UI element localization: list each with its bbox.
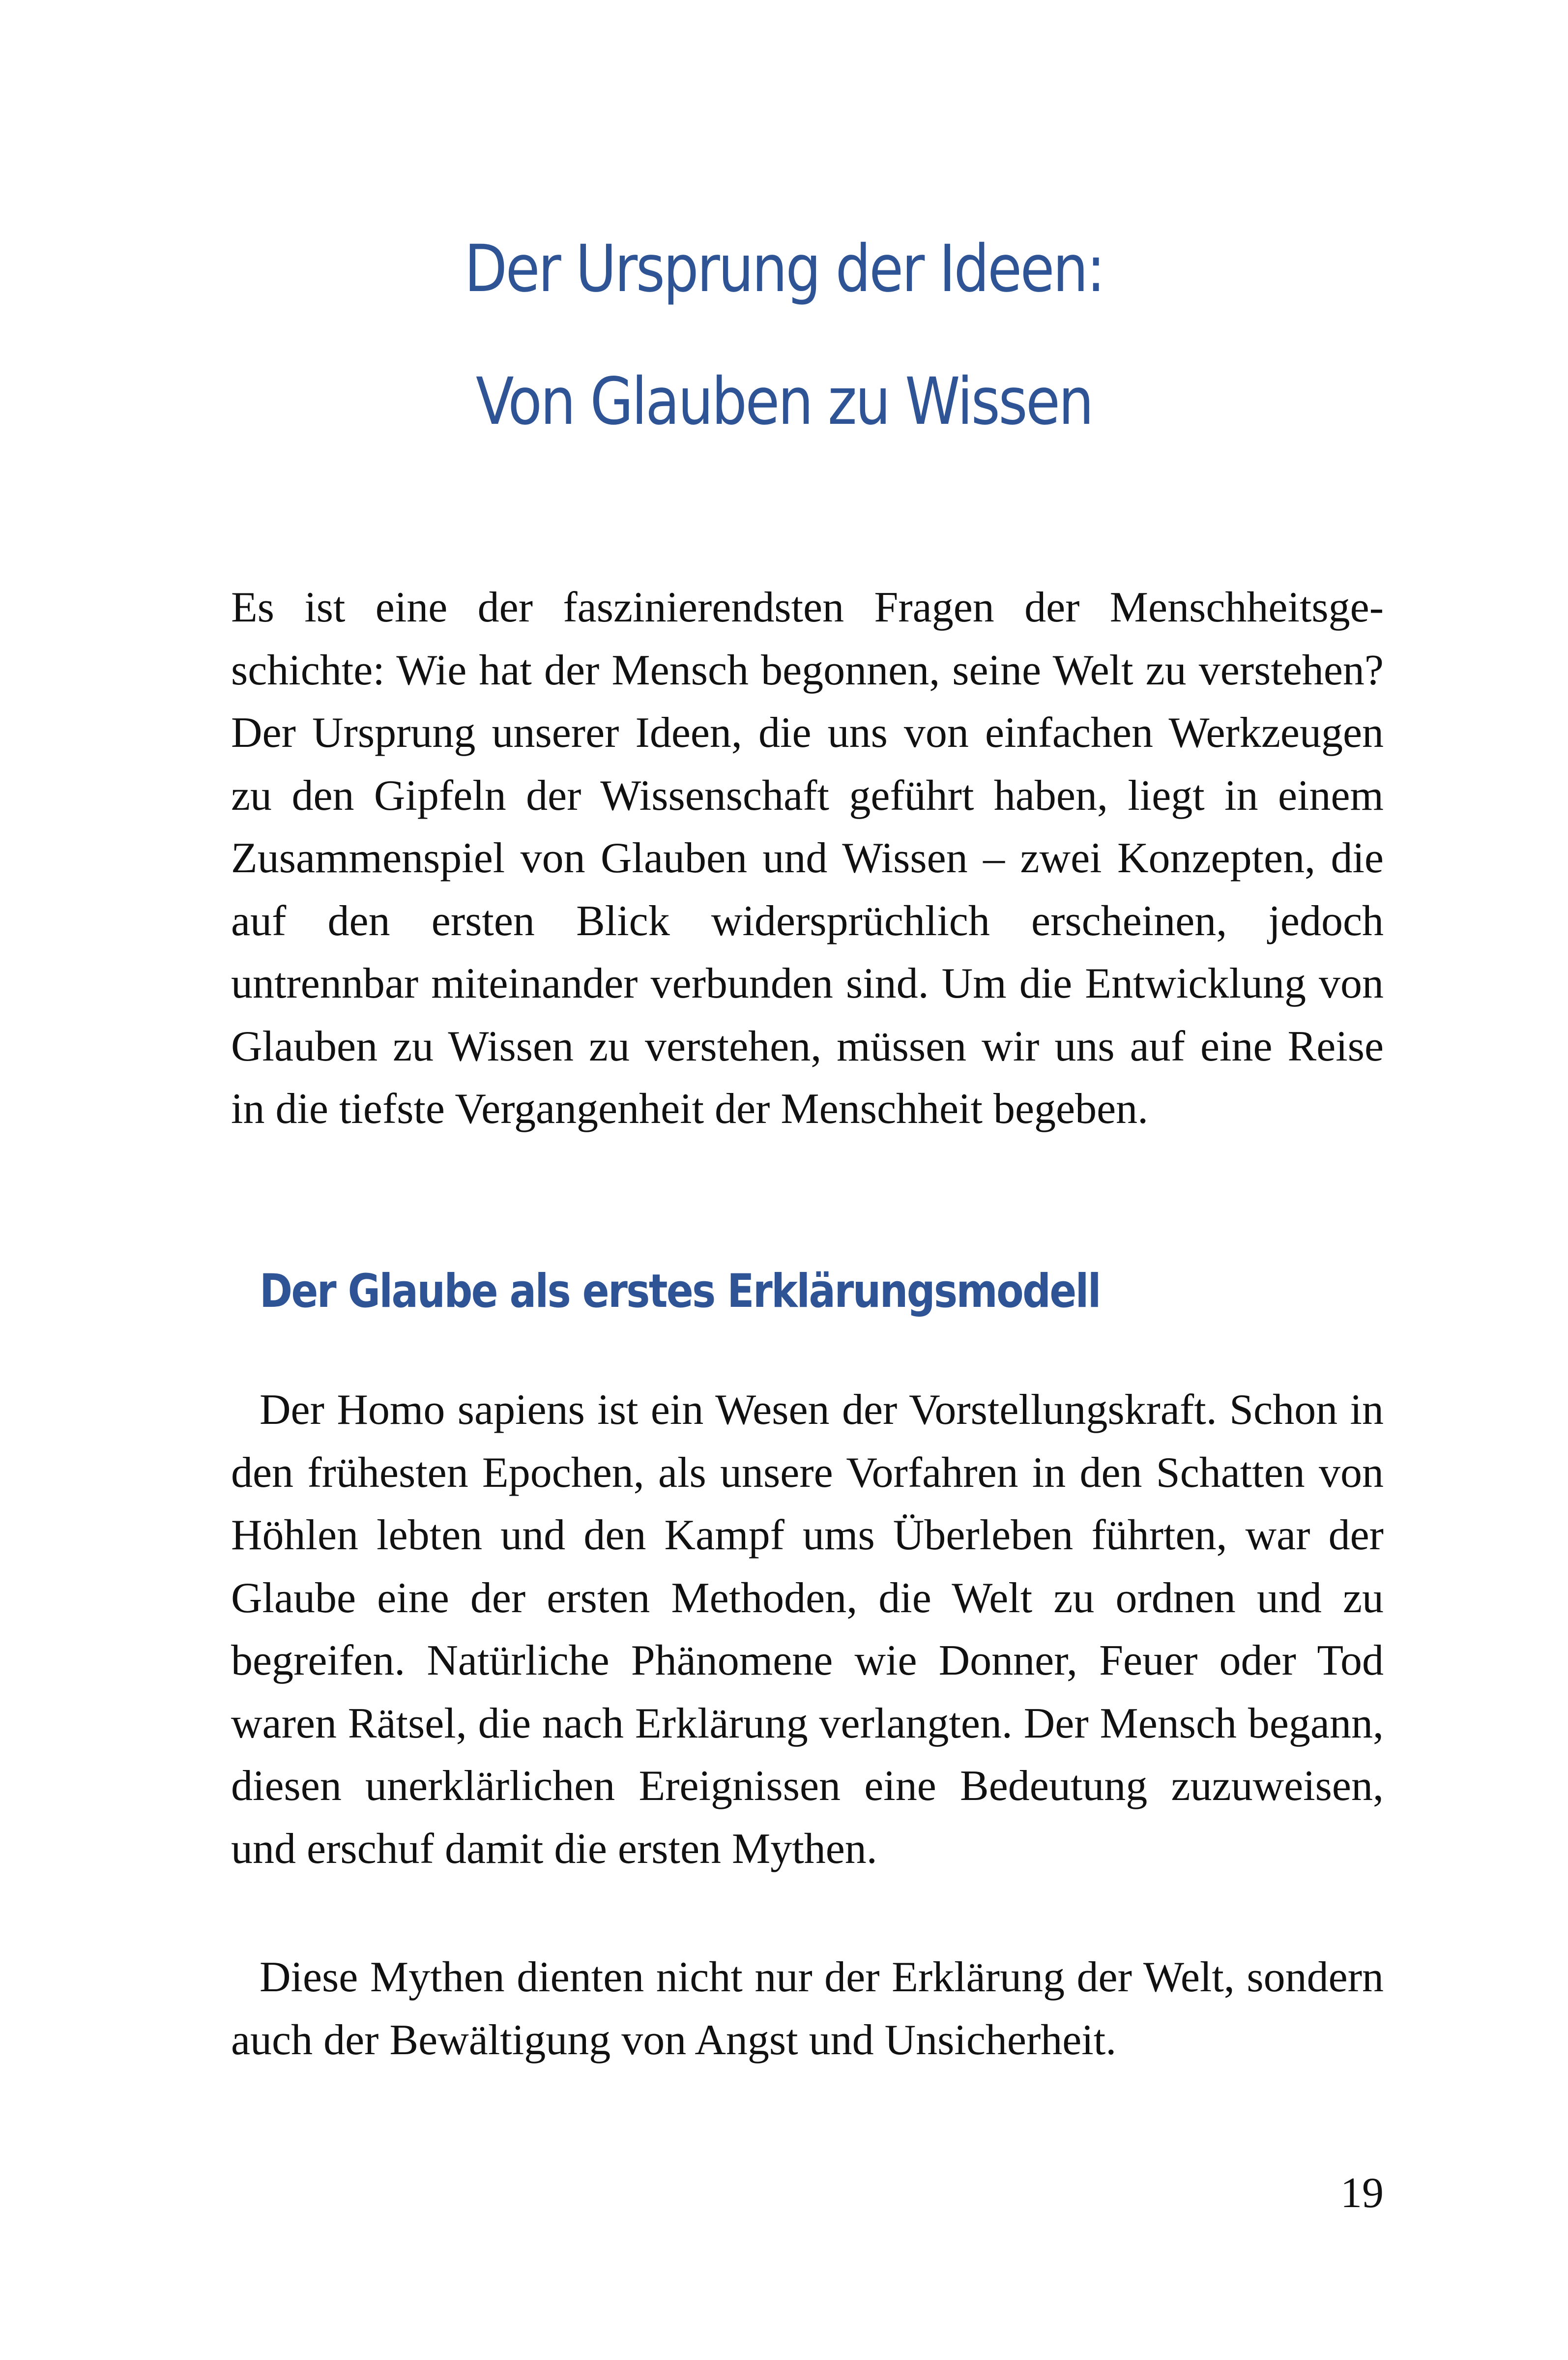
section-heading: Der Glaube als erstes Erklärungsmodell <box>260 1265 1100 1318</box>
page-number: 19 <box>1340 2169 1384 2217</box>
body-paragraph-1: Der Homo sapiens ist ein Wesen der Vorstellungskraft. Schon in den frühesten Epochen, als unsere Vorfahren in den Schatten von Höhlen lebten und den Kampf ums Überleben führten, war der Glaube eine der ersten Methoden, die Welt zu ordnen und zu begreifen. Natürliche Phänomene wie Donner, Feuer oder Tod waren Rätsel, die nach Erklärung verlangten. Der Mensch begann, diesen unerklärlichen Ereignissen eine Bedeutung zuzuweisen, und erschuf damit die ersten Mythen. <box>231 1386 1384 1873</box>
chapter-title-line-2: Von Glauben zu Wissen <box>475 364 1093 440</box>
chapter-title-line-1: Der Ursprung der Ideen: <box>464 231 1104 307</box>
body-paragraph-2: Diese Mythen dienten nicht nur der Erklärung der Welt, sondern auch der Bewältigung von Angst und Unsicherheit. <box>231 1953 1384 2064</box>
intro-paragraph: Es ist eine der faszinierendsten Fragen der Menschheitsgeschichte: Wie hat der Mensch begonnen, seine Welt zu verstehen? Der Ursprung unserer Ideen, die uns von einfachen Werkzeugen zu den Gipfeln der Wissenschaft geführt haben, liegt in einem Zusammenspiel von Glauben und Wissen – zwei Konzepten, die auf den ersten Blick widersprüchlich erscheinen, jedoch untrennbar miteinander verbunden sind. Um die Entwicklung von Glauben zu Wissen zu verstehen, müssen wir uns auf eine Reise in die tiefste Vergangenheit der Menschheit begeben. <box>231 584 1384 1133</box>
